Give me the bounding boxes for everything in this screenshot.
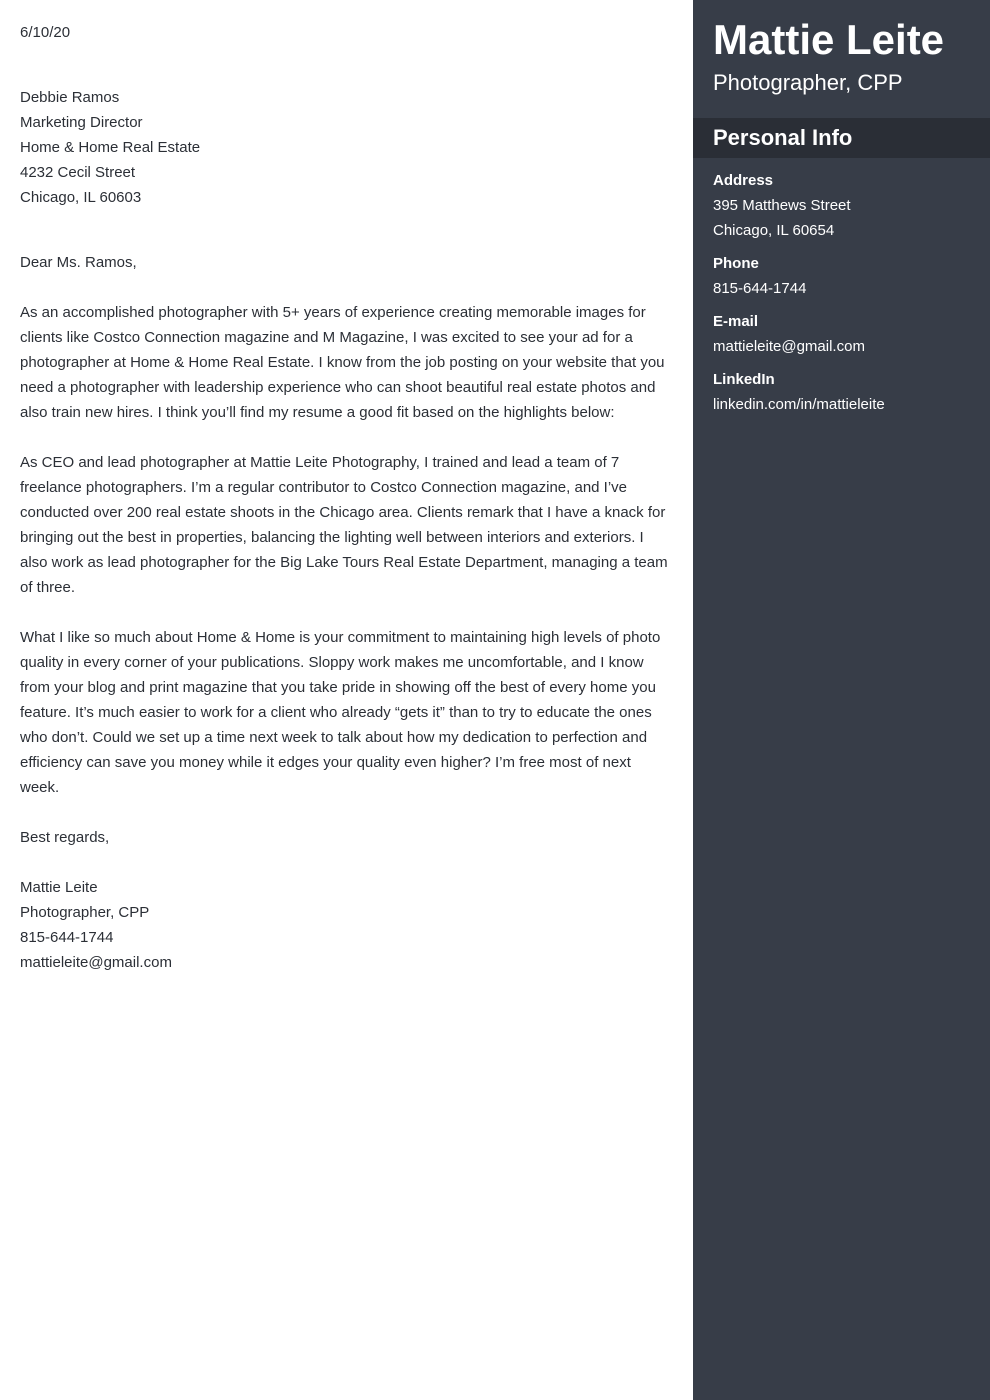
body-paragraph-1: As an accomplished photographer with 5+ years of experience creating memorable images for clients like Costco Connection magazine and M Magazine, I was excited to see your ad for a photographer at Home & Home Real Estate. I know from the job posting on your website that you need a photographer with leadership experience who can shoot beautiful real estate photos and also train new hires. I think you’ll find my resume a good fit based on the highlights below:	[20, 304, 665, 421]
closing: Best regards,	[20, 829, 110, 846]
body-paragraph-2: As CEO and lead photographer at Mattie Leite Photography, I trained and lead a team of 7 freelance photographers. I’m a regular contributor to Costco Connection magazine, and I’ve conducted over 200 real estate shoots in the Chicago area. Clients remark that I have a knack for bringing out the best in properties, balancing the lighting well between interiors and exteriors. I also work as lead photographer for the Big Lake Tours Real Estate Department, managing a team of three.	[20, 454, 668, 596]
phone-value: 815-644-1744	[713, 280, 807, 297]
address-label: Address	[713, 172, 774, 189]
body-paragraph-3: What I like so much about Home & Home is your commitment to maintaining high levels of photo quality in every corner of your publications. Sloppy work makes me uncomfortable, and I know from your blog and print magazine that you take pride in showing off the best of every home you feature. It’s much easier to work for a client who already “gets it” than to try to educate the ones who don’t. Could we set up a time next week to talk about how my dedication to perfection and efficiency can save you money while it edges your quality even higher? I’m free most of next week.	[20, 629, 661, 796]
linkedin-group	[713, 367, 970, 417]
recipient-street: 4232 Cecil Street	[20, 164, 136, 181]
recipient-block	[20, 85, 673, 210]
address-line-2: Chicago, IL 60654	[713, 222, 835, 239]
salutation: Dear Ms. Ramos,	[20, 254, 137, 271]
email-value[interactable]: mattieleite@gmail.com	[713, 338, 865, 355]
sidebar	[693, 0, 990, 1400]
address-line-1: 395 Matthews Street	[713, 197, 851, 214]
phone-group	[713, 251, 970, 301]
personal-info-heading: Personal Info	[693, 118, 990, 158]
recipient-city: Chicago, IL 60603	[20, 189, 142, 206]
recipient-company: Home & Home Real Estate	[20, 139, 201, 156]
email-group	[713, 309, 970, 359]
candidate-title: Photographer, CPP	[713, 70, 903, 95]
signature-title: Photographer, CPP	[20, 904, 150, 921]
recipient-name: Debbie Ramos	[20, 89, 120, 106]
personal-info	[693, 158, 990, 435]
sidebar-header	[693, 0, 990, 118]
phone-label: Phone	[713, 255, 759, 272]
letter-date: 6/10/20	[20, 24, 71, 41]
signature-name: Mattie Leite	[20, 879, 98, 896]
signature-phone: 815-644-1744	[20, 929, 114, 946]
candidate-name: Mattie Leite	[713, 16, 945, 63]
linkedin-value[interactable]: linkedin.com/in/mattieleite	[713, 396, 885, 413]
signature-block	[20, 875, 673, 975]
linkedin-label: LinkedIn	[713, 371, 775, 388]
signature-email: mattieleite@gmail.com	[20, 954, 172, 971]
address-group	[713, 168, 970, 243]
recipient-title: Marketing Director	[20, 114, 143, 131]
email-label: E-mail	[713, 313, 759, 330]
